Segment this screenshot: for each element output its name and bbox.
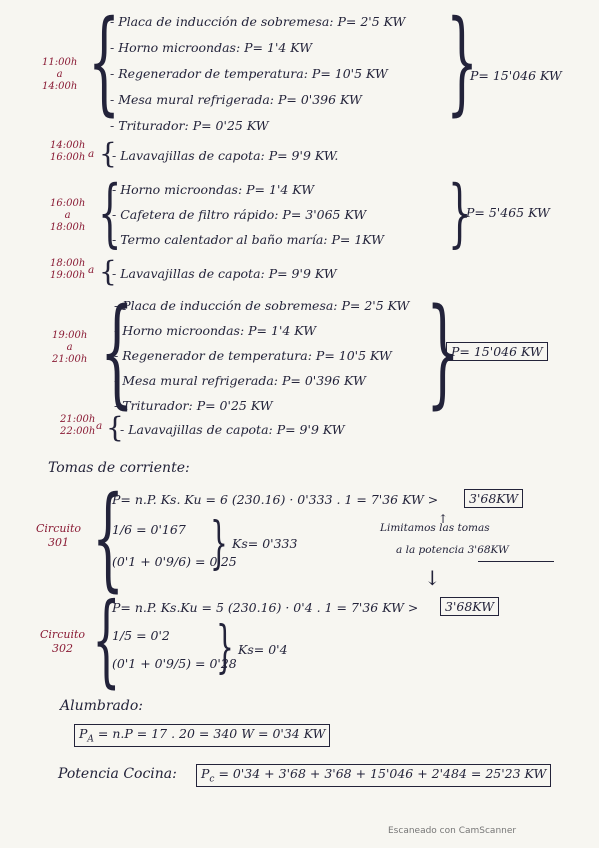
circuit-label-301: Circuito 301 bbox=[36, 522, 81, 549]
section-heading-alumbrado: Alumbrado: bbox=[60, 698, 143, 714]
underline bbox=[478, 561, 554, 562]
time-range-1: 11:00h a 14:00h bbox=[42, 57, 78, 92]
connector-a: a bbox=[88, 148, 95, 160]
equipment-item: - Horno microondas: P= 1'4 KW bbox=[110, 40, 313, 55]
circuit-label-302: Circuito 302 bbox=[40, 628, 85, 655]
subtotal-power: P= 15'046 KW bbox=[470, 68, 562, 83]
limit-note: a la potencia 3'68KW bbox=[396, 544, 509, 556]
equipment-item: - Termo calentador al baño maría: P= 1KW bbox=[112, 232, 385, 247]
brace-right-circuit2: } bbox=[216, 615, 234, 680]
subtotal-power: P= 5'465 KW bbox=[466, 205, 550, 220]
circuit-result-boxed: 3'68KW bbox=[464, 489, 523, 508]
section-heading-tomas: Tomas de corriente: bbox=[48, 460, 190, 476]
circuit-result-boxed: 3'68KW bbox=[440, 597, 499, 616]
brace-right-3: } bbox=[448, 170, 472, 256]
lighting-formula-boxed: $P_A = n.P = 17$ . 20 = 340 W = 0'34 KW bbox=[74, 724, 330, 747]
brace-left-4: { bbox=[99, 255, 117, 288]
factor-calc: (0'1 + 0'9/6) = 0'25 bbox=[112, 554, 237, 569]
ks-value: Ks= 0'333 bbox=[232, 536, 298, 551]
ks-value: Ks= 0'4 bbox=[238, 642, 288, 657]
limit-note: Limitamos las tomas bbox=[380, 522, 490, 534]
subtotal-power-boxed: P= 15'046 KW bbox=[446, 342, 548, 361]
equipment-item: - Placa de inducción de sobremesa: P= 2'5 KW bbox=[110, 14, 406, 29]
factor-calc: 1/5 = 0'2 bbox=[112, 628, 170, 643]
brace-left-5: { bbox=[100, 282, 134, 420]
brace-right-5: } bbox=[426, 282, 460, 420]
brace-right-1: } bbox=[446, 0, 479, 127]
equipment-item: - Horno microondas: P= 1'4 KW bbox=[114, 323, 317, 338]
equipment-item: - Lavavajillas de capota: P= 9'9 KW bbox=[112, 266, 337, 281]
time-range-3: 16:00h a 18:00h bbox=[50, 198, 86, 233]
equipment-item: - Mesa mural refrigerada: P= 0'396 KW bbox=[110, 92, 362, 107]
equipment-item: - Placa de inducción de sobremesa: P= 2'5 KW bbox=[114, 298, 410, 313]
brace-left-circuit1: { bbox=[92, 473, 125, 603]
power-formula: P= n.P. Ks.Ku = 5 (230.16) · 0'4 . 1 = 7'36 KW > bbox=[112, 600, 419, 615]
brace-left-3: { bbox=[98, 170, 122, 256]
equipment-item: - Horno microondas: P= 1'4 KW bbox=[112, 182, 315, 197]
equipment-item: - Regenerador de temperatura: P= 10'5 KW bbox=[110, 66, 388, 81]
factor-calc: (0'1 + 0'9/5) = 0'28 bbox=[112, 656, 237, 671]
time-range-6: 21:00h 22:00h bbox=[60, 414, 96, 437]
scanner-watermark: Escaneado con CamScanner bbox=[388, 826, 517, 836]
kitchen-power-formula-boxed: $P_c = 0'34 + 3'68 + 3'68 + 15'046 + 2'484 = 25'23$ KW bbox=[196, 764, 551, 787]
equipment-item: - Regenerador de temperatura: P= 10'5 KW bbox=[114, 348, 392, 363]
equipment-item: - Mesa mural refrigerada: P= 0'396 KW bbox=[114, 373, 366, 388]
brace-right-circuit1: } bbox=[210, 511, 228, 576]
equipment-item: - Triturador: P= 0'25 KW bbox=[110, 118, 269, 133]
brace-left-2: { bbox=[99, 137, 117, 170]
power-formula: P= n.P. Ks. Ku = 6 (230.16) · 0'333 . 1 = 7'36 KW > bbox=[112, 492, 439, 507]
factor-calc: 1/6 = 0'167 bbox=[112, 522, 186, 537]
connector-a: a bbox=[88, 264, 95, 276]
arrow-up-icon: ↑ bbox=[438, 512, 449, 526]
time-range-5: 19:00h a 21:00h bbox=[52, 330, 88, 365]
kitchen-power-label: Potencia Cocina: bbox=[58, 766, 177, 782]
arrow-down-icon: ↓ bbox=[424, 566, 441, 590]
equipment-item: - Lavavajillas de capota: P= 9'9 KW. bbox=[112, 148, 339, 163]
equipment-item: - Triturador: P= 0'25 KW bbox=[114, 398, 273, 413]
equipment-item: - Lavavajillas de capota: P= 9'9 KW bbox=[120, 422, 345, 437]
time-range-4: 18:00h 19:00h bbox=[50, 258, 86, 281]
time-range-2: 14:00h 16:00h bbox=[50, 140, 86, 163]
connector-a: a bbox=[96, 420, 103, 432]
brace-left-1: { bbox=[88, 0, 121, 127]
equipment-item: - Cafetera de filtro rápido: P= 3'065 KW bbox=[112, 207, 367, 222]
brace-left-6: { bbox=[106, 411, 124, 444]
brace-left-circuit2: { bbox=[92, 581, 121, 698]
